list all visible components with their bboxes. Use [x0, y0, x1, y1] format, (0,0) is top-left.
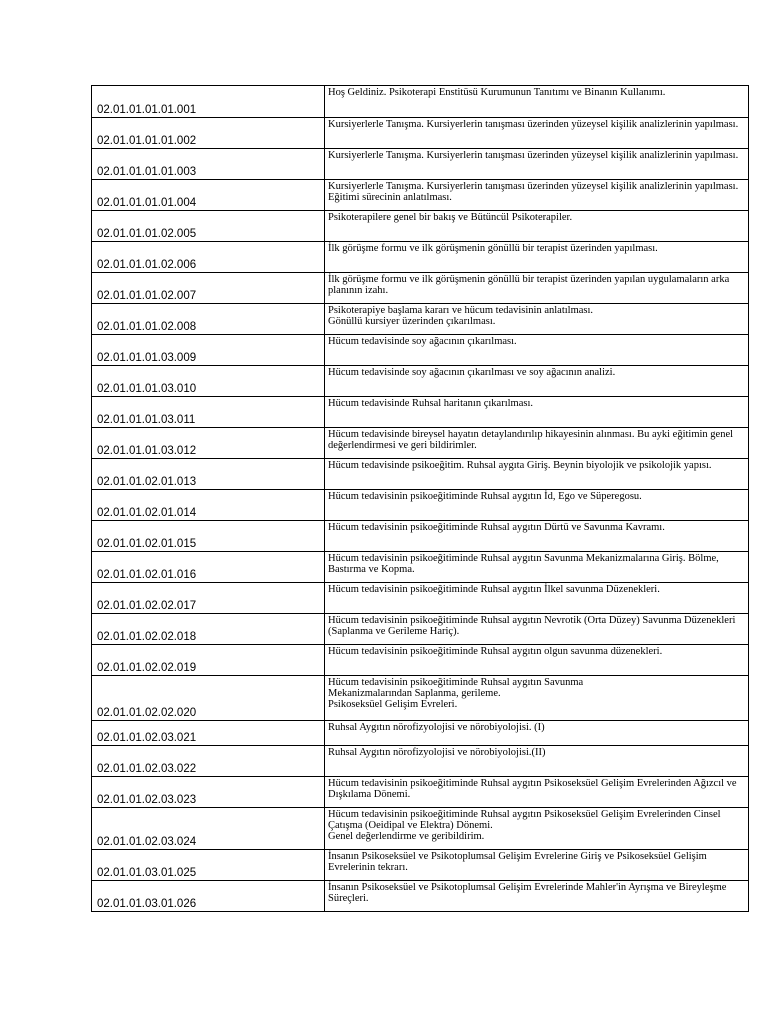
table-row: [92, 211, 749, 242]
session-code: 02.01.01.02.01.013: [92, 459, 325, 490]
session-code: 02.01.01.02.01.016: [92, 552, 325, 583]
session-description: Hücum tedavisinde soy ağacının çıkarılması.: [325, 335, 749, 366]
table-row: [92, 304, 749, 335]
session-code: 02.01.01.01.03.009: [92, 335, 325, 366]
session-description: İnsanın Psikoseksüel ve Psikotoplumsal Gelişim Evrelerinde Mahler'in Ayrışma ve Bireyleşme Süreçleri.: [325, 881, 749, 912]
session-description: Hücum tedavisinin psikoeğitiminde Ruhsal aygıtın Savunma Mekanizmalarına Giriş. Bölme, Bastırma ve Kopma.: [325, 552, 749, 583]
table-row: [92, 459, 749, 490]
table-row: [92, 850, 749, 881]
session-code: 02.01.01.01.01.003: [92, 149, 325, 180]
table-row: [92, 721, 749, 746]
session-description: Hücum tedavisinin psikoeğitiminde Ruhsal aygıtın Nevrotik (Orta Düzey) Savunma Düzenekleri (Saplanma ve Gerileme Hariç).: [325, 614, 749, 645]
session-description: Hücum tedavisinde bireysel hayatın detaylandırılıp hikayesinin alınması. Bu ayki eğitimin genel değerlendirmesi ve geri bildirimler.: [325, 428, 749, 459]
session-code: 02.01.01.03.01.025: [92, 850, 325, 881]
session-description: Psikoterapilere genel bir bakış ve Bütüncül Psikoterapiler.: [325, 211, 749, 242]
table-row: [92, 881, 749, 912]
session-code: 02.01.01.01.02.007: [92, 273, 325, 304]
session-code: 02.01.01.02.02.018: [92, 614, 325, 645]
table-row: [92, 552, 749, 583]
table-row: [92, 746, 749, 777]
session-code: 02.01.01.02.03.022: [92, 746, 325, 777]
session-description: Kursiyerlerle Tanışma. Kursiyerlerin tanışması üzerinden yüzeysel kişilik analizlerinin yapılması. Eğitimi sürecinin anlatılması.: [325, 180, 749, 211]
session-description: Hoş Geldiniz. Psikoterapi Enstitüsü Kurumunun Tanıtımı ve Binanın Kullanımı.: [325, 86, 749, 118]
table-row: [92, 397, 749, 428]
session-description: Hücum tedavisinin psikoeğitiminde Ruhsal aygıtın İd, Ego ve Süperegosu.: [325, 490, 749, 521]
table-row: [92, 645, 749, 676]
session-description: Hücum tedavisinin psikoeğitiminde Ruhsal aygıtın Dürtü ve Savunma Kavramı.: [325, 521, 749, 552]
table-row: [92, 428, 749, 459]
table-row: [92, 86, 749, 118]
session-description: Hücum tedavisinde Ruhsal haritanın çıkarılması.: [325, 397, 749, 428]
session-description: Kursiyerlerle Tanışma. Kursiyerlerin tanışması üzerinden yüzeysel kişilik analizlerinin yapılması.: [325, 118, 749, 149]
syllabus-rows: [92, 86, 749, 912]
session-description: İnsanın Psikoseksüel ve Psikotoplumsal Gelişim Evrelerine Giriş ve Psikoseksüel Gelişim Evrelerinin tekrarı.: [325, 850, 749, 881]
table-row: [92, 676, 749, 721]
table-row: [92, 149, 749, 180]
table-row: [92, 777, 749, 808]
session-description: Hücum tedavisinin psikoeğitiminde Ruhsal aygıtın olgun savunma düzenekleri.: [325, 645, 749, 676]
session-description: Hücum tedavisinde soy ağacının çıkarılması ve soy ağacının analizi.: [325, 366, 749, 397]
session-code: 02.01.01.01.03.010: [92, 366, 325, 397]
session-description: İlk görüşme formu ve ilk görüşmenin gönüllü bir terapist üzerinden yapılması.: [325, 242, 749, 273]
session-code: 02.01.01.01.03.012: [92, 428, 325, 459]
session-code: 02.01.01.02.03.021: [92, 721, 325, 746]
table-row: [92, 273, 749, 304]
session-code: 02.01.01.01.01.004: [92, 180, 325, 211]
session-code: 02.01.01.02.01.015: [92, 521, 325, 552]
table-row: [92, 180, 749, 211]
table-row: [92, 366, 749, 397]
table-row: [92, 335, 749, 366]
table-row: [92, 808, 749, 850]
session-code: 02.01.01.01.01.002: [92, 118, 325, 149]
syllabus-table: [91, 85, 749, 912]
table-row: [92, 118, 749, 149]
session-code: 02.01.01.01.01.001: [92, 86, 325, 118]
session-code: 02.01.01.02.02.020: [92, 676, 325, 721]
session-code: 02.01.01.02.01.014: [92, 490, 325, 521]
session-code: 02.01.01.02.03.023: [92, 777, 325, 808]
session-code: 02.01.01.03.01.026: [92, 881, 325, 912]
table-row: [92, 583, 749, 614]
session-description: Ruhsal Aygıtın nörofizyolojisi ve nörobiyolojisi. (I): [325, 721, 749, 746]
session-description: Psikoterapiye başlama kararı ve hücum tedavisinin anlatılması. Gönüllü kursiyer üzerinden çıkarılması.: [325, 304, 749, 335]
session-description: Hücum tedavisinin psikoeğitiminde Ruhsal aygıtın İlkel savunma Düzenekleri.: [325, 583, 749, 614]
session-description: Hücum tedavisinin psikoeğitiminde Ruhsal aygıtın Savunma Mekanizmalarından Saplanma, gerileme. Psikoseksüel Gelişim Evreleri.: [325, 676, 749, 721]
session-code: 02.01.01.02.03.024: [92, 808, 325, 850]
session-description: İlk görüşme formu ve ilk görüşmenin gönüllü bir terapist üzerinden yapılan uygulamaların arka planının izahı.: [325, 273, 749, 304]
session-description: Kursiyerlerle Tanışma. Kursiyerlerin tanışması üzerinden yüzeysel kişilik analizlerinin yapılması.: [325, 149, 749, 180]
table-row: [92, 242, 749, 273]
session-code: 02.01.01.01.02.008: [92, 304, 325, 335]
session-code: 02.01.01.01.02.005: [92, 211, 325, 242]
session-code: 02.01.01.01.02.006: [92, 242, 325, 273]
table-row: [92, 614, 749, 645]
session-code: 02.01.01.01.03.011: [92, 397, 325, 428]
session-description: Hücum tedavisinde psikoeğitim. Ruhsal aygıta Giriş. Beynin biyolojik ve psikolojik yapısı.: [325, 459, 749, 490]
session-description: Hücum tedavisinin psikoeğitiminde Ruhsal aygıtın Psikoseksüel Gelişim Evrelerinden Cinsel Çatışma (Oeidipal ve Elektra) Dönemi. Genel değerlendirme ve geribildirim.: [325, 808, 749, 850]
session-description: Ruhsal Aygıtın nörofizyolojisi ve nörobiyolojisi.(II): [325, 746, 749, 777]
session-code: 02.01.01.02.02.017: [92, 583, 325, 614]
table-row: [92, 521, 749, 552]
session-description: Hücum tedavisinin psikoeğitiminde Ruhsal aygıtın Psikoseksüel Gelişim Evrelerinden Ağızcıl ve Dışkılama Dönemi.: [325, 777, 749, 808]
table-row: [92, 490, 749, 521]
session-code: 02.01.01.02.02.019: [92, 645, 325, 676]
